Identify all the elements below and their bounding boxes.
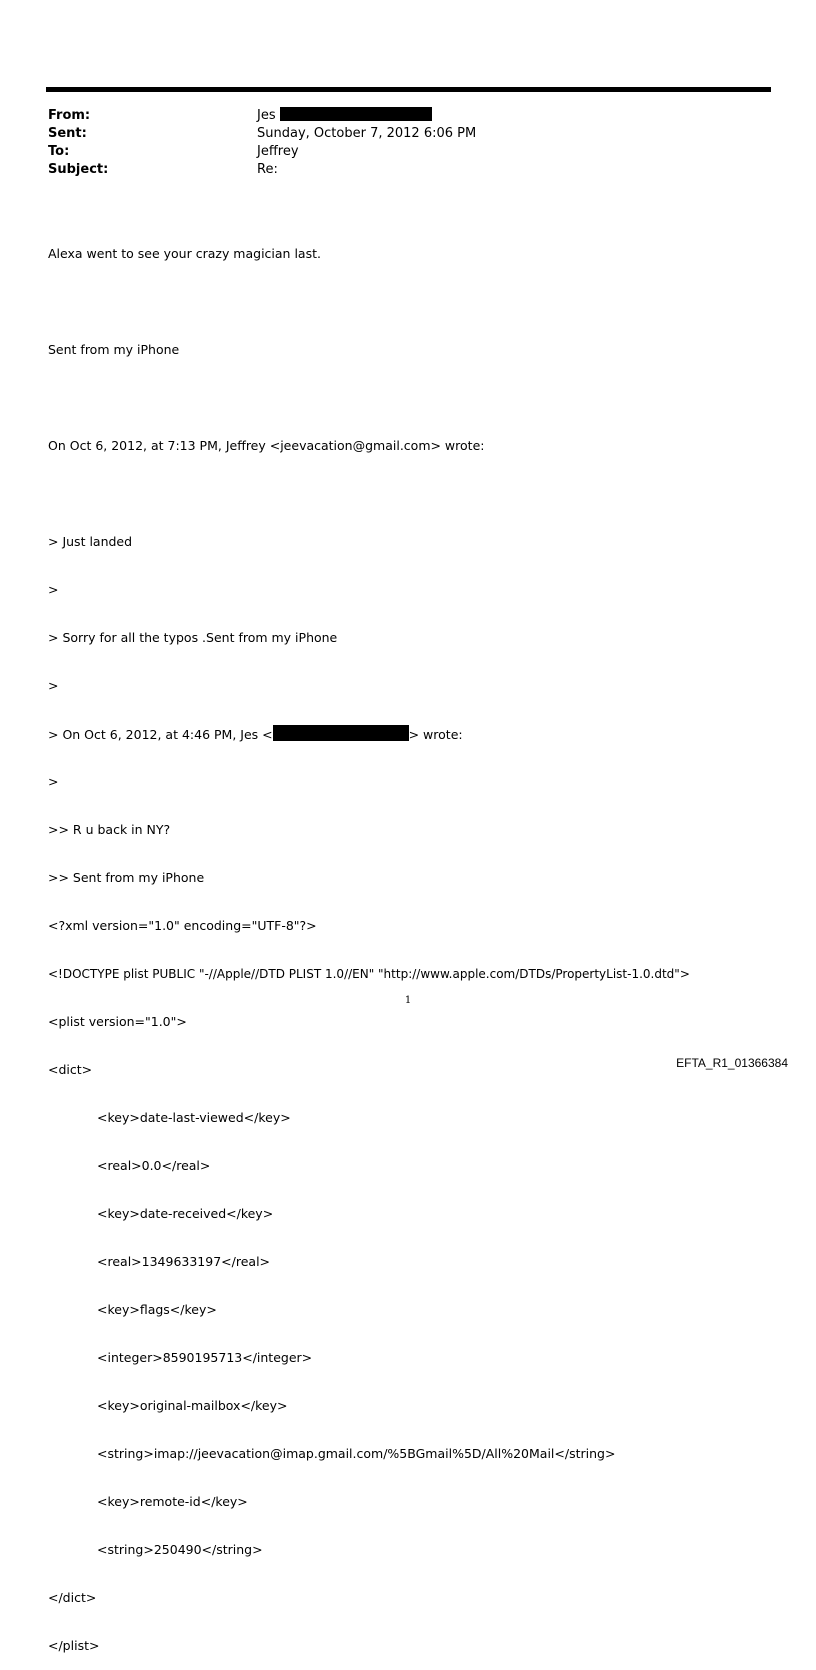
body-line: Alexa went to see your crazy magician last.	[48, 246, 321, 261]
body-line: Sent from my iPhone	[48, 342, 180, 357]
body-line: <key>date-last-viewed</key>	[97, 1110, 291, 1125]
body-line: <key>flags</key>	[97, 1302, 217, 1317]
sent-value: Sunday, October 7, 2012 6:06 PM	[257, 126, 477, 141]
redaction-block	[273, 725, 409, 741]
body-line: <key>original-mailbox</key>	[97, 1398, 288, 1413]
redaction-block	[280, 107, 432, 121]
document-id: EFTA_R1_01366384	[676, 1056, 788, 1070]
body-line: >> R u back in NY?	[48, 822, 171, 837]
subject-label: Subject:	[48, 162, 109, 177]
body-line: > Just landed	[48, 534, 133, 549]
body-line: <key>date-received</key>	[97, 1206, 274, 1221]
from-value	[257, 107, 432, 125]
from-label: From:	[48, 108, 91, 123]
quoted-header-prefix: > On Oct 6, 2012, at 4:46 PM, Jes <	[48, 727, 273, 742]
body-line: >	[48, 774, 59, 789]
body-line: <key>remote-id</key>	[97, 1494, 248, 1509]
sent-label: Sent:	[48, 126, 87, 141]
from-name: Jes	[257, 108, 276, 123]
body-line: >	[48, 582, 59, 597]
body-line: >	[48, 678, 59, 693]
body-line: <integer>8590195713</integer>	[97, 1350, 313, 1365]
body-line: On Oct 6, 2012, at 7:13 PM, Jeffrey <jeevacation@gmail.com> wrote:	[48, 438, 485, 453]
body-line: <dict>	[48, 1062, 93, 1077]
body-line: <plist version="1.0">	[48, 1014, 187, 1029]
body-line: </plist>	[48, 1638, 100, 1653]
body-line: </dict>	[48, 1590, 97, 1605]
body-line: <real>1349633197</real>	[97, 1254, 271, 1269]
body-line: <string>imap://jeevacation@imap.gmail.com/%5BGmail%5D/All%20Mail</string>	[97, 1446, 616, 1461]
body-line	[48, 389, 690, 407]
body-line: <!DOCTYPE plist PUBLIC "-//Apple//DTD PLIST 1.0//EN" "http://www.apple.com/DTDs/PropertyList-1.0.dtd">	[48, 967, 690, 981]
to-label: To:	[48, 144, 70, 159]
body-line: <string>250490</string>	[97, 1542, 263, 1557]
page-number: 1	[404, 995, 412, 1006]
to-value: Jeffrey	[257, 144, 299, 159]
body-line	[48, 293, 690, 311]
body-line: <real>0.0</real>	[97, 1158, 211, 1173]
quoted-header-suffix: > wrote:	[408, 727, 463, 742]
subject-value: Re:	[257, 162, 278, 177]
body-line: >> Sent from my iPhone	[48, 870, 205, 885]
body-line: <?xml version="1.0" encoding="UTF-8"?>	[48, 918, 317, 933]
body-line	[48, 485, 690, 503]
header-divider	[46, 87, 771, 92]
body-line: > Sorry for all the typos .Sent from my iPhone	[48, 630, 338, 645]
body-line	[48, 725, 690, 743]
email-body	[48, 215, 690, 1670]
